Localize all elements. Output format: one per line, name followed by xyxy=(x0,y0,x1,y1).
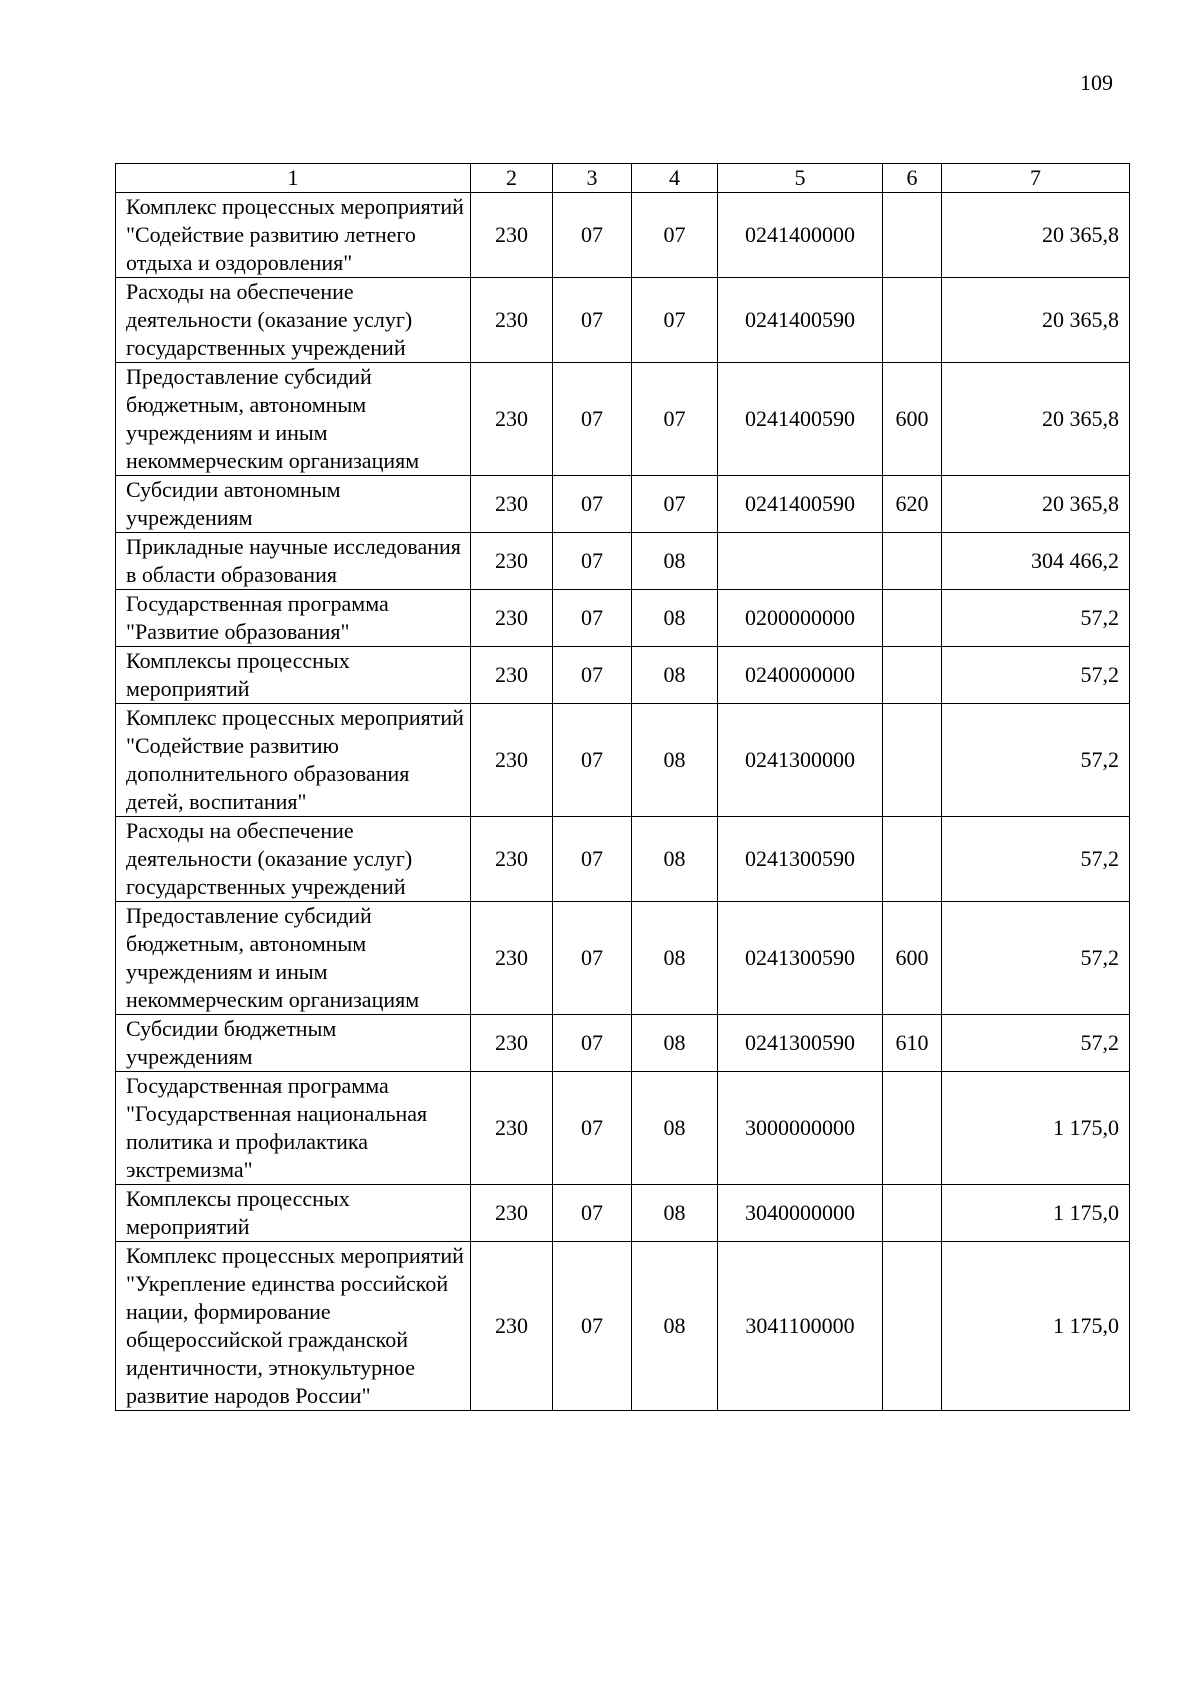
code-cell: 230 xyxy=(471,704,553,817)
header-row xyxy=(116,164,1130,193)
budget-table xyxy=(115,163,1130,1411)
header-cell: 7 xyxy=(942,164,1130,193)
item-name-cell: Субсидии бюджетным учреждениям xyxy=(116,1015,471,1072)
expense-type-cell xyxy=(883,193,942,278)
amount-cell: 20 365,8 xyxy=(942,278,1130,363)
section-cell: 07 xyxy=(553,1015,632,1072)
code-cell: 230 xyxy=(471,533,553,590)
code-cell: 230 xyxy=(471,476,553,533)
amount-cell: 57,2 xyxy=(942,590,1130,647)
table-row xyxy=(116,590,1130,647)
expense-type-cell: 600 xyxy=(883,363,942,476)
target-article-cell xyxy=(718,533,883,590)
code-cell: 230 xyxy=(471,817,553,902)
table-row xyxy=(116,363,1130,476)
target-article-cell: 0241300000 xyxy=(718,704,883,817)
code-cell: 230 xyxy=(471,278,553,363)
table-row xyxy=(116,193,1130,278)
table-row xyxy=(116,1072,1130,1185)
subsection-cell: 08 xyxy=(632,590,718,647)
table-body xyxy=(116,164,1130,1411)
subsection-cell: 08 xyxy=(632,1015,718,1072)
section-cell: 07 xyxy=(553,704,632,817)
target-article-cell: 3000000000 xyxy=(718,1072,883,1185)
expense-type-cell xyxy=(883,1072,942,1185)
header-cell: 6 xyxy=(883,164,942,193)
amount-cell: 1 175,0 xyxy=(942,1072,1130,1185)
target-article-cell: 0241300590 xyxy=(718,817,883,902)
expense-type-cell xyxy=(883,590,942,647)
expense-type-cell xyxy=(883,647,942,704)
table-row xyxy=(116,533,1130,590)
header-cell: 5 xyxy=(718,164,883,193)
item-name-cell: Комплекс процессных мероприятий "Укрепление единства российской нации, формирование общероссийской гражданской идентичности, этнокультурное развитие народов России" xyxy=(116,1242,471,1411)
subsection-cell: 08 xyxy=(632,533,718,590)
table-row xyxy=(116,647,1130,704)
subsection-cell: 08 xyxy=(632,1185,718,1242)
subsection-cell: 08 xyxy=(632,647,718,704)
table-row xyxy=(116,476,1130,533)
section-cell: 07 xyxy=(553,1185,632,1242)
code-cell: 230 xyxy=(471,193,553,278)
expense-type-cell xyxy=(883,1185,942,1242)
code-cell: 230 xyxy=(471,1072,553,1185)
item-name-cell: Комплекс процессных мероприятий "Содействие развитию летнего отдыха и оздоровления" xyxy=(116,193,471,278)
item-name-cell: Расходы на обеспечение деятельности (оказание услуг) государственных учреждений xyxy=(116,278,471,363)
section-cell: 07 xyxy=(553,902,632,1015)
subsection-cell: 08 xyxy=(632,1072,718,1185)
section-cell: 07 xyxy=(553,193,632,278)
amount-cell: 57,2 xyxy=(942,902,1130,1015)
expense-type-cell xyxy=(883,533,942,590)
code-cell: 230 xyxy=(471,1015,553,1072)
target-article-cell: 0240000000 xyxy=(718,647,883,704)
section-cell: 07 xyxy=(553,590,632,647)
item-name-cell: Комплексы процессных мероприятий xyxy=(116,1185,471,1242)
amount-cell: 20 365,8 xyxy=(942,193,1130,278)
table-row xyxy=(116,1242,1130,1411)
item-name-cell: Комплексы процессных мероприятий xyxy=(116,647,471,704)
code-cell: 230 xyxy=(471,1242,553,1411)
header-cell: 1 xyxy=(116,164,471,193)
section-cell: 07 xyxy=(553,476,632,533)
table-row xyxy=(116,278,1130,363)
target-article-cell: 0241400590 xyxy=(718,476,883,533)
table-row xyxy=(116,1185,1130,1242)
item-name-cell: Предоставление субсидий бюджетным, автономным учреждениям и иным некоммерческим организациям xyxy=(116,902,471,1015)
subsection-cell: 07 xyxy=(632,476,718,533)
expense-type-cell: 620 xyxy=(883,476,942,533)
code-cell: 230 xyxy=(471,647,553,704)
amount-cell: 1 175,0 xyxy=(942,1185,1130,1242)
section-cell: 07 xyxy=(553,278,632,363)
section-cell: 07 xyxy=(553,817,632,902)
subsection-cell: 07 xyxy=(632,193,718,278)
item-name-cell: Государственная программа "Государственная национальная политика и профилактика экстремизма" xyxy=(116,1072,471,1185)
subsection-cell: 08 xyxy=(632,1242,718,1411)
item-name-cell: Комплекс процессных мероприятий "Содействие развитию дополнительного образования детей, воспитания" xyxy=(116,704,471,817)
subsection-cell: 08 xyxy=(632,704,718,817)
expense-type-cell: 600 xyxy=(883,902,942,1015)
item-name-cell: Прикладные научные исследования в области образования xyxy=(116,533,471,590)
item-name-cell: Государственная программа "Развитие образования" xyxy=(116,590,471,647)
amount-cell: 20 365,8 xyxy=(942,476,1130,533)
table-row xyxy=(116,704,1130,817)
item-name-cell: Субсидии автономным учреждениям xyxy=(116,476,471,533)
subsection-cell: 08 xyxy=(632,902,718,1015)
amount-cell: 57,2 xyxy=(942,647,1130,704)
target-article-cell: 0241300590 xyxy=(718,902,883,1015)
header-cell: 4 xyxy=(632,164,718,193)
target-article-cell: 0241400590 xyxy=(718,278,883,363)
section-cell: 07 xyxy=(553,533,632,590)
target-article-cell: 3041100000 xyxy=(718,1242,883,1411)
amount-cell: 57,2 xyxy=(942,704,1130,817)
target-article-cell: 0241400000 xyxy=(718,193,883,278)
item-name-cell: Предоставление субсидий бюджетным, автономным учреждениям и иным некоммерческим организациям xyxy=(116,363,471,476)
section-cell: 07 xyxy=(553,647,632,704)
amount-cell: 1 175,0 xyxy=(942,1242,1130,1411)
page-number: 109 xyxy=(1080,70,1113,95)
section-cell: 07 xyxy=(553,1072,632,1185)
code-cell: 230 xyxy=(471,590,553,647)
table-row xyxy=(116,902,1130,1015)
subsection-cell: 08 xyxy=(632,817,718,902)
subsection-cell: 07 xyxy=(632,363,718,476)
target-article-cell: 3040000000 xyxy=(718,1185,883,1242)
amount-cell: 304 466,2 xyxy=(942,533,1130,590)
header-cell: 2 xyxy=(471,164,553,193)
header-cell: 3 xyxy=(553,164,632,193)
amount-cell: 57,2 xyxy=(942,817,1130,902)
expense-type-cell xyxy=(883,1242,942,1411)
expense-type-cell xyxy=(883,704,942,817)
code-cell: 230 xyxy=(471,1185,553,1242)
target-article-cell: 0241300590 xyxy=(718,1015,883,1072)
expense-type-cell: 610 xyxy=(883,1015,942,1072)
expense-type-cell xyxy=(883,278,942,363)
target-article-cell: 0200000000 xyxy=(718,590,883,647)
section-cell: 07 xyxy=(553,363,632,476)
target-article-cell: 0241400590 xyxy=(718,363,883,476)
code-cell: 230 xyxy=(471,363,553,476)
expense-type-cell xyxy=(883,817,942,902)
subsection-cell: 07 xyxy=(632,278,718,363)
amount-cell: 57,2 xyxy=(942,1015,1130,1072)
item-name-cell: Расходы на обеспечение деятельности (оказание услуг) государственных учреждений xyxy=(116,817,471,902)
table-row xyxy=(116,817,1130,902)
table-row xyxy=(116,1015,1130,1072)
section-cell: 07 xyxy=(553,1242,632,1411)
amount-cell: 20 365,8 xyxy=(942,363,1130,476)
code-cell: 230 xyxy=(471,902,553,1015)
